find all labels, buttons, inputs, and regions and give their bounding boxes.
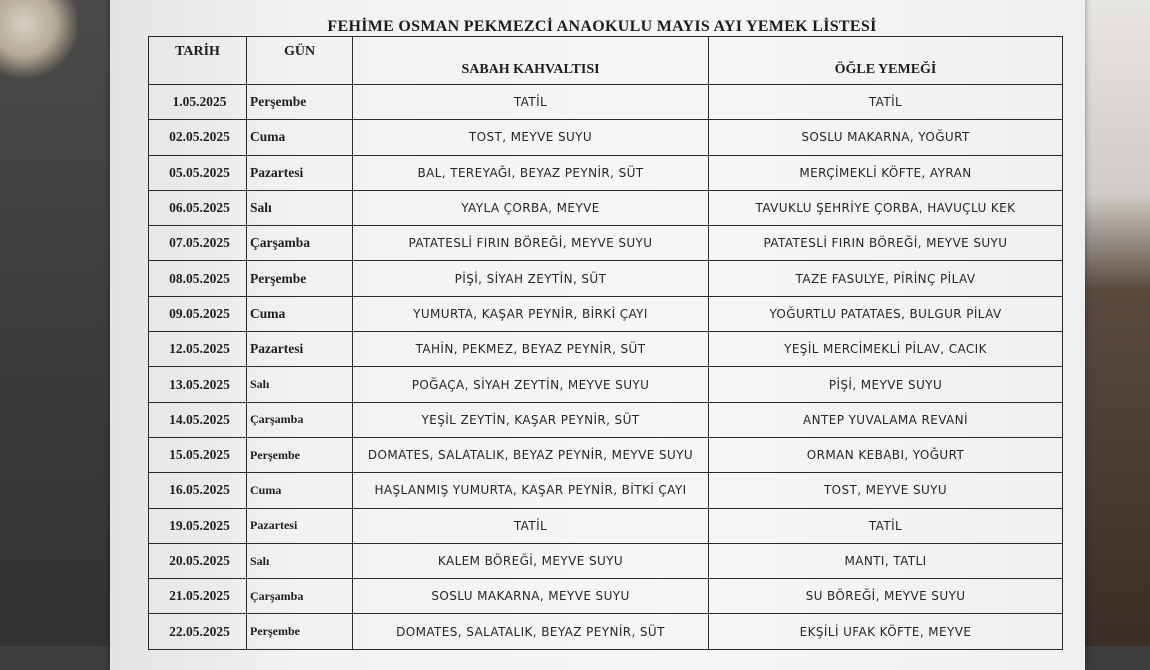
table-row: [149, 543, 1063, 578]
lunch-cell: EKŞİLİ UFAK KÖFTE, MEYVE: [709, 614, 1063, 649]
breakfast-cell: PATATESLİ FIRIN BÖREĞİ, MEYVE SUYU: [353, 226, 709, 261]
document-title: FEHİME OSMAN PEKMEZCİ ANAOKULU MAYIS AYI YEMEK LİSTESİ: [327, 18, 877, 35]
day-cell: Cuma: [247, 473, 353, 508]
table-row: [149, 614, 1063, 649]
date-cell: 14.05.2025: [149, 402, 247, 437]
breakfast-cell: YUMURTA, KAŞAR PEYNİR, BİRKİ ÇAYI: [353, 296, 709, 331]
table-row: [149, 120, 1063, 155]
day-cell: Perşembe: [247, 85, 353, 120]
lunch-cell: ORMAN KEBABI, YOĞURT: [709, 437, 1063, 472]
lunch-cell: TATİL: [709, 508, 1063, 543]
table-row: [149, 226, 1063, 261]
date-cell: 1.05.2025: [149, 85, 247, 120]
lunch-cell: YOĞURTLU PATATAES, BULGUR PİLAV: [709, 296, 1063, 331]
day-cell: Perşembe: [247, 261, 353, 296]
breakfast-cell: TOST, MEYVE SUYU: [353, 120, 709, 155]
breakfast-cell: DOMATES, SALATALIK, BEYAZ PEYNİR, SÜT: [353, 614, 709, 649]
lunch-cell: ANTEP YUVALAMA REVANİ: [709, 402, 1063, 437]
table-row: [149, 190, 1063, 225]
breakfast-cell: TATİL: [353, 85, 709, 120]
table-row: [149, 473, 1063, 508]
day-cell: Çarşamba: [247, 226, 353, 261]
table-row: [149, 437, 1063, 472]
lunch-cell: TATİL: [709, 85, 1063, 120]
breakfast-cell: YAYLA ÇORBA, MEYVE: [353, 190, 709, 225]
date-cell: 19.05.2025: [149, 508, 247, 543]
date-cell: 13.05.2025: [149, 367, 247, 402]
table-row: [149, 508, 1063, 543]
day-cell: Çarşamba: [247, 402, 353, 437]
breakfast-cell: TAHİN, PEKMEZ, BEYAZ PEYNİR, SÜT: [353, 332, 709, 367]
lunch-cell: PATATESLİ FIRIN BÖREĞİ, MEYVE SUYU: [709, 226, 1063, 261]
breakfast-cell: PİŞİ, SİYAH ZEYTİN, SÜT: [353, 261, 709, 296]
table-row: [149, 402, 1063, 437]
day-cell: Pazartesi: [247, 332, 353, 367]
date-cell: 06.05.2025: [149, 190, 247, 225]
lunch-cell: PİŞİ, MEYVE SUYU: [709, 367, 1063, 402]
lunch-cell: YEŞİL MERCİMEKLİ PİLAV, CACIK: [709, 332, 1063, 367]
day-cell: Salı: [247, 190, 353, 225]
date-cell: 21.05.2025: [149, 579, 247, 614]
table-row: [149, 332, 1063, 367]
header-lunch: ÖĞLE YEMEĞİ: [709, 37, 1063, 85]
day-cell: Cuma: [247, 296, 353, 331]
lunch-cell: MERÇİMEKLİ KÖFTE, AYRAN: [709, 155, 1063, 190]
menu-table: [148, 36, 1063, 650]
breakfast-cell: BAL, TEREYAĞI, BEYAZ PEYNİR, SÜT: [353, 155, 709, 190]
breakfast-cell: TATİL: [353, 508, 709, 543]
lunch-cell: TAZE FASULYE, PİRİNÇ PİLAV: [709, 261, 1063, 296]
breakfast-cell: DOMATES, SALATALIK, BEYAZ PEYNİR, MEYVE SUYU: [353, 437, 709, 472]
day-cell: Pazartesi: [247, 155, 353, 190]
date-cell: 08.05.2025: [149, 261, 247, 296]
date-cell: 07.05.2025: [149, 226, 247, 261]
table-row: [149, 261, 1063, 296]
date-cell: 02.05.2025: [149, 120, 247, 155]
lunch-cell: TAVUKLU ŞEHRİYE ÇORBA, HAVUÇLU KEK: [709, 190, 1063, 225]
breakfast-cell: YEŞİL ZEYTİN, KAŞAR PEYNİR, SÜT: [353, 402, 709, 437]
date-cell: 16.05.2025: [149, 473, 247, 508]
day-cell: Pazartesi: [247, 508, 353, 543]
breakfast-cell: POĞAÇA, SİYAH ZEYTİN, MEYVE SUYU: [353, 367, 709, 402]
header-row: [149, 37, 1063, 85]
table-row: [149, 579, 1063, 614]
header-date: TARİH: [149, 37, 247, 85]
day-cell: Perşembe: [247, 437, 353, 472]
breakfast-cell: HAŞLANMIŞ YUMURTA, KAŞAR PEYNİR, BİTKİ ÇAYI: [353, 473, 709, 508]
table-row: [149, 85, 1063, 120]
lunch-cell: SOSLU MAKARNA, YOĞURT: [709, 120, 1063, 155]
menu-body: [149, 85, 1063, 650]
table-row: [149, 155, 1063, 190]
table-row: [149, 296, 1063, 331]
header-day: GÜN: [247, 37, 353, 85]
header-breakfast: SABAH KAHVALTISI: [353, 37, 709, 85]
day-cell: Salı: [247, 367, 353, 402]
day-cell: Cuma: [247, 120, 353, 155]
day-cell: Salı: [247, 543, 353, 578]
date-cell: 05.05.2025: [149, 155, 247, 190]
breakfast-cell: KALEM BÖREĞİ, MEYVE SUYU: [353, 543, 709, 578]
breakfast-cell: SOSLU MAKARNA, MEYVE SUYU: [353, 579, 709, 614]
lunch-cell: MANTI, TATLI: [709, 543, 1063, 578]
lunch-cell: SU BÖREĞİ, MEYVE SUYU: [709, 579, 1063, 614]
day-cell: Perşembe: [247, 614, 353, 649]
date-cell: 22.05.2025: [149, 614, 247, 649]
table-row: [149, 367, 1063, 402]
lunch-cell: TOST, MEYVE SUYU: [709, 473, 1063, 508]
date-cell: 09.05.2025: [149, 296, 247, 331]
date-cell: 12.05.2025: [149, 332, 247, 367]
background-object: [0, 0, 80, 80]
day-cell: Çarşamba: [247, 579, 353, 614]
date-cell: 20.05.2025: [149, 543, 247, 578]
date-cell: 15.05.2025: [149, 437, 247, 472]
